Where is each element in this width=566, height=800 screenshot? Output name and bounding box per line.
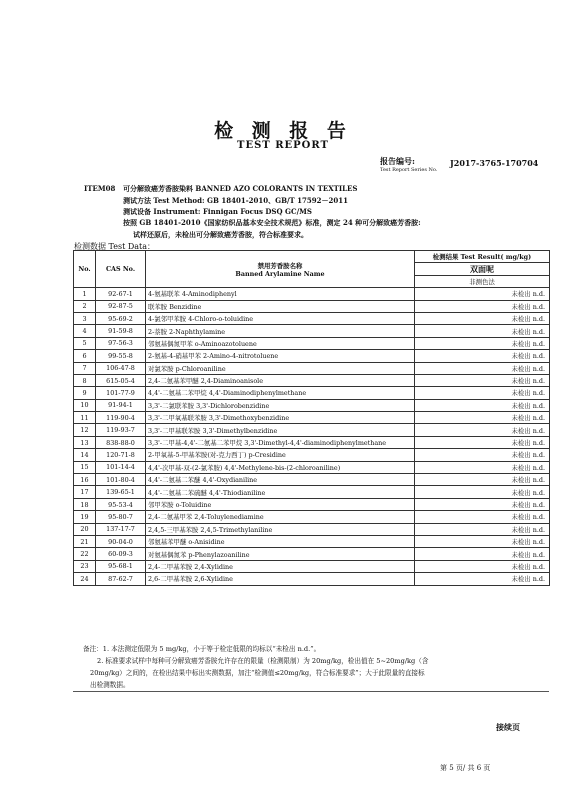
row-cas: 119-90-4 — [96, 412, 146, 424]
row-cas: 95-53-4 — [96, 498, 146, 510]
row-cas: 101-77-9 — [96, 387, 146, 399]
row-result: 未检出 n.d. — [415, 535, 550, 547]
report-title-cn: 检 测 报 告 — [214, 120, 352, 142]
divider — [73, 691, 549, 692]
row-cas: 92-67-1 — [96, 288, 146, 300]
row-result: 未检出 n.d. — [415, 325, 550, 337]
row-name: 3,3'-二甲基联苯胺 3,3'-Dimethylbenzidine — [146, 424, 415, 436]
row-no: 7 — [74, 362, 96, 374]
instrument: 测试设备 Instrument: Finnigan Focus DSQ GC/MS — [123, 207, 312, 216]
row-cas: 92-87-5 — [96, 300, 146, 312]
table-row — [74, 337, 550, 349]
table-row — [74, 350, 550, 362]
row-no: 24 — [74, 573, 96, 585]
row-name: 2,4,5-三甲基苯胺 2,4,5-Trimethylaniline — [146, 523, 415, 535]
row-no: 5 — [74, 337, 96, 349]
header-sample: 双面呢 — [415, 263, 550, 275]
row-cas: 99-55-8 — [96, 350, 146, 362]
row-result: 未检出 n.d. — [415, 412, 550, 424]
report-no-label: 报告编号: — [380, 156, 415, 166]
row-result: 未检出 n.d. — [415, 374, 550, 386]
row-cas: 95-69-2 — [96, 312, 146, 324]
row-no: 13 — [74, 436, 96, 448]
row-result: 未检出 n.d. — [415, 337, 550, 349]
row-no: 15 — [74, 461, 96, 473]
row-name: 邻氨基偶氮甲苯 o-Aminoazotoluene — [146, 337, 415, 349]
row-name: 联苯胺 Benzidine — [146, 300, 415, 312]
row-name: 2,6-二甲基苯胺 2,6-Xylidine — [146, 573, 415, 585]
row-name: 4-氯邻甲苯胺 4-Chloro-o-toluidine — [146, 312, 415, 324]
report-title-en: TEST REPORT — [237, 140, 329, 151]
row-cas: 101-80-4 — [96, 474, 146, 486]
table-row — [74, 387, 550, 399]
row-result: 未检出 n.d. — [415, 498, 550, 510]
row-name: 3,3'-二氯联苯胺 3,3'-Dichlorobenzidine — [146, 399, 415, 411]
table-row — [74, 560, 550, 572]
row-name: 2,4-二氨基甲苯 2,4-Toluylenediamine — [146, 511, 415, 523]
header-name-en: Banned Arylamine Name — [235, 269, 325, 278]
row-no: 23 — [74, 560, 96, 572]
row-no: 22 — [74, 548, 96, 560]
row-result: 未检出 n.d. — [415, 399, 550, 411]
row-name: 对氨基偶氮苯 p-Phenylazoaniline — [146, 548, 415, 560]
row-no: 6 — [74, 350, 96, 362]
standard-statement: 按照 GB 18401-2010《国家纺织品基本安全技术规范》标准，测定 24 种可分解致癌芳香胺: — [123, 218, 421, 227]
table-row — [74, 399, 550, 411]
report-no-sublabel: Test Report Series No. — [380, 167, 438, 173]
row-no: 19 — [74, 511, 96, 523]
note-1: 备注：1. 本法测定低限为 5 mg/kg，小于等于检定低限的均标以“未检出 n.d.”。 — [83, 645, 321, 653]
row-result: 未检出 n.d. — [415, 312, 550, 324]
row-name: 4-氨基联苯 4-Aminodiphenyl — [146, 288, 415, 300]
table-row — [74, 573, 550, 585]
note-2: 2. 标准要求试样中每种可分解致癌芳香胺允许存在的限量（检测限制）为 20mg/kg，检出值在 5~20mg/kg（含 — [97, 657, 429, 665]
row-no: 4 — [74, 325, 96, 337]
row-name: 4,4'-次甲基-双-(2-氯苯胺) 4,4'-Methylene-bis-(2-chloroaniline) — [146, 461, 415, 473]
row-result: 未检出 n.d. — [415, 573, 550, 585]
row-result: 未检出 n.d. — [415, 350, 550, 362]
header-no: No. — [74, 251, 96, 288]
row-no: 1 — [74, 288, 96, 300]
row-result: 未检出 n.d. — [415, 523, 550, 535]
row-name: 2,4-二氨基苯甲醚 2,4-Diaminoanisole — [146, 374, 415, 386]
row-result: 未检出 n.d. — [415, 436, 550, 448]
row-result: 未检出 n.d. — [415, 449, 550, 461]
table-row — [74, 312, 550, 324]
row-name: 邻氨基苯甲醚 o-Anisidine — [146, 535, 415, 547]
row-name: 2,4-二甲基苯胺 2,4-Xylidine — [146, 560, 415, 572]
row-no: 10 — [74, 399, 96, 411]
row-no: 18 — [74, 498, 96, 510]
row-cas: 95-68-1 — [96, 560, 146, 572]
item-title: 可分解致癌芳香胺染料 BANNED AZO COLORANTS IN TEXTILES — [123, 184, 358, 193]
row-name: 3,3'-二甲氧基联苯胺 3,3'-Dimethoxybenzidine — [146, 412, 415, 424]
row-no: 8 — [74, 374, 96, 386]
row-name: 4,4'-二氨基二苯硫醚 4,4'-Thiodianiline — [146, 486, 415, 498]
row-no: 21 — [74, 535, 96, 547]
row-cas: 87-62-7 — [96, 573, 146, 585]
item-code: ITEM08 — [84, 184, 116, 193]
table-row — [74, 436, 550, 448]
row-cas: 90-04-0 — [96, 535, 146, 547]
table-row — [74, 498, 550, 510]
note-4: 出检测数据。 — [90, 681, 130, 689]
row-no: 9 — [74, 387, 96, 399]
header-result: 检测结果 Test Result( mg/kg) — [415, 251, 550, 263]
row-cas: 91-94-1 — [96, 399, 146, 411]
row-cas: 120-71-8 — [96, 449, 146, 461]
row-cas: 97-56-3 — [96, 337, 146, 349]
row-name: 2-甲氧基-5-甲基苯胺(对-克力西丁) p-Cresidine — [146, 449, 415, 461]
header-method: 非测色法 — [415, 275, 550, 287]
results-table — [73, 250, 550, 586]
row-cas: 615-05-4 — [96, 374, 146, 386]
row-cas: 838-88-0 — [96, 436, 146, 448]
row-no: 12 — [74, 424, 96, 436]
continued-label: 接续页 — [496, 722, 520, 732]
row-result: 未检出 n.d. — [415, 486, 550, 498]
table-row — [74, 325, 550, 337]
row-name: 4,4'-二氨基二苯醚 4,4'-Oxydianiline — [146, 474, 415, 486]
row-result: 未检出 n.d. — [415, 362, 550, 374]
report-number: J2017-3765-170704 — [450, 158, 539, 168]
row-no: 17 — [74, 486, 96, 498]
row-cas: 95-80-7 — [96, 511, 146, 523]
header-cas: CAS No. — [96, 251, 146, 288]
row-no: 16 — [74, 474, 96, 486]
row-name: 对氯苯胺 p-Chloroaniline — [146, 362, 415, 374]
row-cas: 119-93-7 — [96, 424, 146, 436]
test-method: 测试方法 Test Method: GB 18401-2010、GB/T 17592－2011 — [123, 196, 349, 205]
row-result: 未检出 n.d. — [415, 511, 550, 523]
row-name: 邻甲苯胺 o-Toluidine — [146, 498, 415, 510]
table-row — [74, 374, 550, 386]
row-result: 未检出 n.d. — [415, 300, 550, 312]
table-row — [74, 362, 550, 374]
table-row — [74, 535, 550, 547]
row-cas: 101-14-4 — [96, 461, 146, 473]
note-3: 20mg/kg）之间的，在检出结果中标出实测数据，加注“检测值≤20mg/kg，符合标准要求”；大于此限量的直接标 — [90, 669, 425, 677]
row-result: 未检出 n.d. — [415, 424, 550, 436]
table-row — [74, 461, 550, 473]
row-no: 14 — [74, 449, 96, 461]
row-cas: 60-09-3 — [96, 548, 146, 560]
row-result: 未检出 n.d. — [415, 461, 550, 473]
row-no: 3 — [74, 312, 96, 324]
table-row — [74, 449, 550, 461]
table-row — [74, 300, 550, 312]
row-result: 未检出 n.d. — [415, 387, 550, 399]
row-no: 2 — [74, 300, 96, 312]
page-number: 第 5 页/ 共 6 页 — [440, 764, 491, 772]
row-name: 4,4'-二氨基二苯甲烷 4,4'-Diaminodiphenylmethane — [146, 387, 415, 399]
row-cas: 91-59-8 — [96, 325, 146, 337]
table-row — [74, 474, 550, 486]
table-row — [74, 511, 550, 523]
row-cas: 137-17-7 — [96, 523, 146, 535]
test-data-label: 检测数据 Test Data： — [74, 242, 156, 251]
table-row — [74, 288, 550, 300]
row-no: 20 — [74, 523, 96, 535]
row-result: 未检出 n.d. — [415, 474, 550, 486]
table-row — [74, 412, 550, 424]
conclusion: 试样还原后，未检出可分解致癌芳香胺，符合标准要求。 — [133, 230, 308, 239]
row-name: 2-氨基-4-硝基甲苯 2-Amino-4-nitrotoluene — [146, 350, 415, 362]
table-row — [74, 523, 550, 535]
table-row — [74, 548, 550, 560]
row-result: 未检出 n.d. — [415, 548, 550, 560]
header-name-cn: 禁用芳香胺名称 — [257, 261, 303, 270]
row-no: 11 — [74, 412, 96, 424]
table-row — [74, 486, 550, 498]
row-cas: 106-47-8 — [96, 362, 146, 374]
row-result: 未检出 n.d. — [415, 560, 550, 572]
header-name — [146, 251, 415, 288]
row-cas: 139-65-1 — [96, 486, 146, 498]
row-name: 2-萘胺 2-Naphthylamine — [146, 325, 415, 337]
row-name: 3,3'-二甲基-4,4'-二氨基二苯甲烷 3,3'-Dimethyl-4,4'-diaminodiphenylmethane — [146, 436, 415, 448]
row-result: 未检出 n.d. — [415, 288, 550, 300]
table-row — [74, 424, 550, 436]
